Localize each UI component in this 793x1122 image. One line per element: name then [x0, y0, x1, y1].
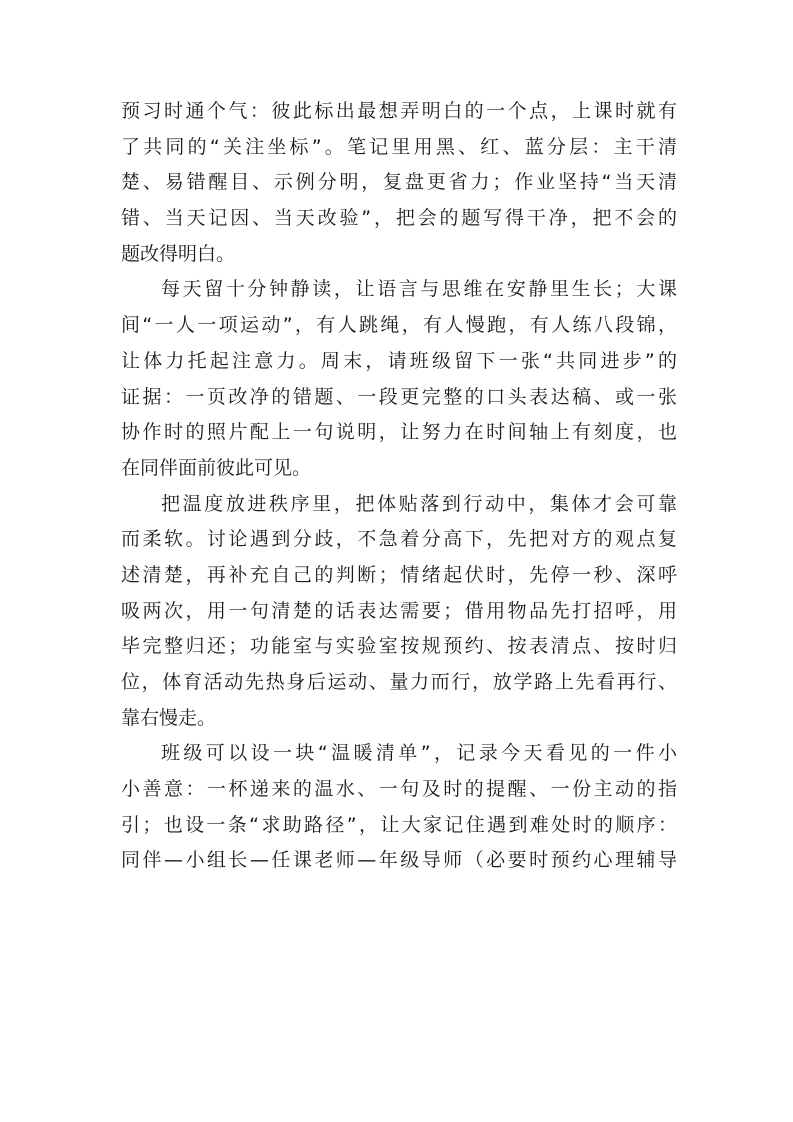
text-line: 预习时通个气：彼此标出最想弄明白的一个点，上课时就有 [121, 100, 677, 122]
text-line: 在同伴面前彼此可见。 [121, 456, 312, 479]
text-line: 述清楚，再补充自己的判断；情绪起伏时，先停一秒、深呼 [121, 563, 677, 586]
text-line: 位，体育活动先热身后运动、量力而行，放学路上先看再行、 [121, 671, 677, 693]
text-line: 了共同的“关注坐标”。笔记里用黑、红、蓝分层：主干清 [121, 135, 677, 158]
text-line: 楚、易错醒目、示例分明，复盘更省力；作业坚持“当天清 [121, 171, 677, 194]
text-line: 靠右慢走。 [121, 706, 217, 729]
text-line: 小善意：一杯递来的温水、一句及时的提醒、一份主动的指 [121, 778, 677, 801]
text-line: 吸两次，用一句清楚的话表达需要；借用物品先打招呼，用 [121, 599, 677, 622]
body-text [121, 94, 677, 879]
text-line: 毕完整归还；功能室与实验室按规预约、按表清点、按时归 [121, 635, 677, 658]
text-line: 错、当天记因、当天改验”，把会的题写得干净，把不会的 [121, 207, 677, 230]
text-line: 同伴—小组长—任课老师—年级导师（必要时预约心理辅导 [121, 849, 677, 872]
text-line: 间“一人一项运动”，有人跳绳，有人慢跑，有人练八段锦， [121, 314, 677, 337]
text-line: 而柔软。讨论遇到分歧，不急着分高下，先把对方的观点复 [121, 528, 677, 551]
text-line: 班级可以设一块“温暖清单”，记录今天看见的一件小 [161, 742, 677, 765]
text-line: 引；也设一条“求助路径”，让大家记住遇到难处时的顺序： [121, 813, 677, 836]
text-line: 让体力托起注意力。周末，请班级留下一张“共同进步”的 [121, 349, 677, 372]
text-line: 证据：一页改净的错题、一段更完整的口头表达稿、或一张 [121, 385, 677, 408]
text-line: 题改得明白。 [121, 242, 236, 265]
paragraph [121, 487, 677, 737]
paragraph [121, 272, 677, 486]
text-line: 把温度放进秩序里，把体贴落到行动中，集体才会可靠 [161, 492, 677, 515]
text-line: 每天留十分钟静读，让语言与思维在安静里生长；大课 [161, 278, 677, 301]
paragraph [121, 736, 677, 879]
paragraph [121, 94, 677, 272]
text-line: 协作时的照片配上一句说明，让努力在时间轴上有刻度，也 [121, 421, 677, 444]
